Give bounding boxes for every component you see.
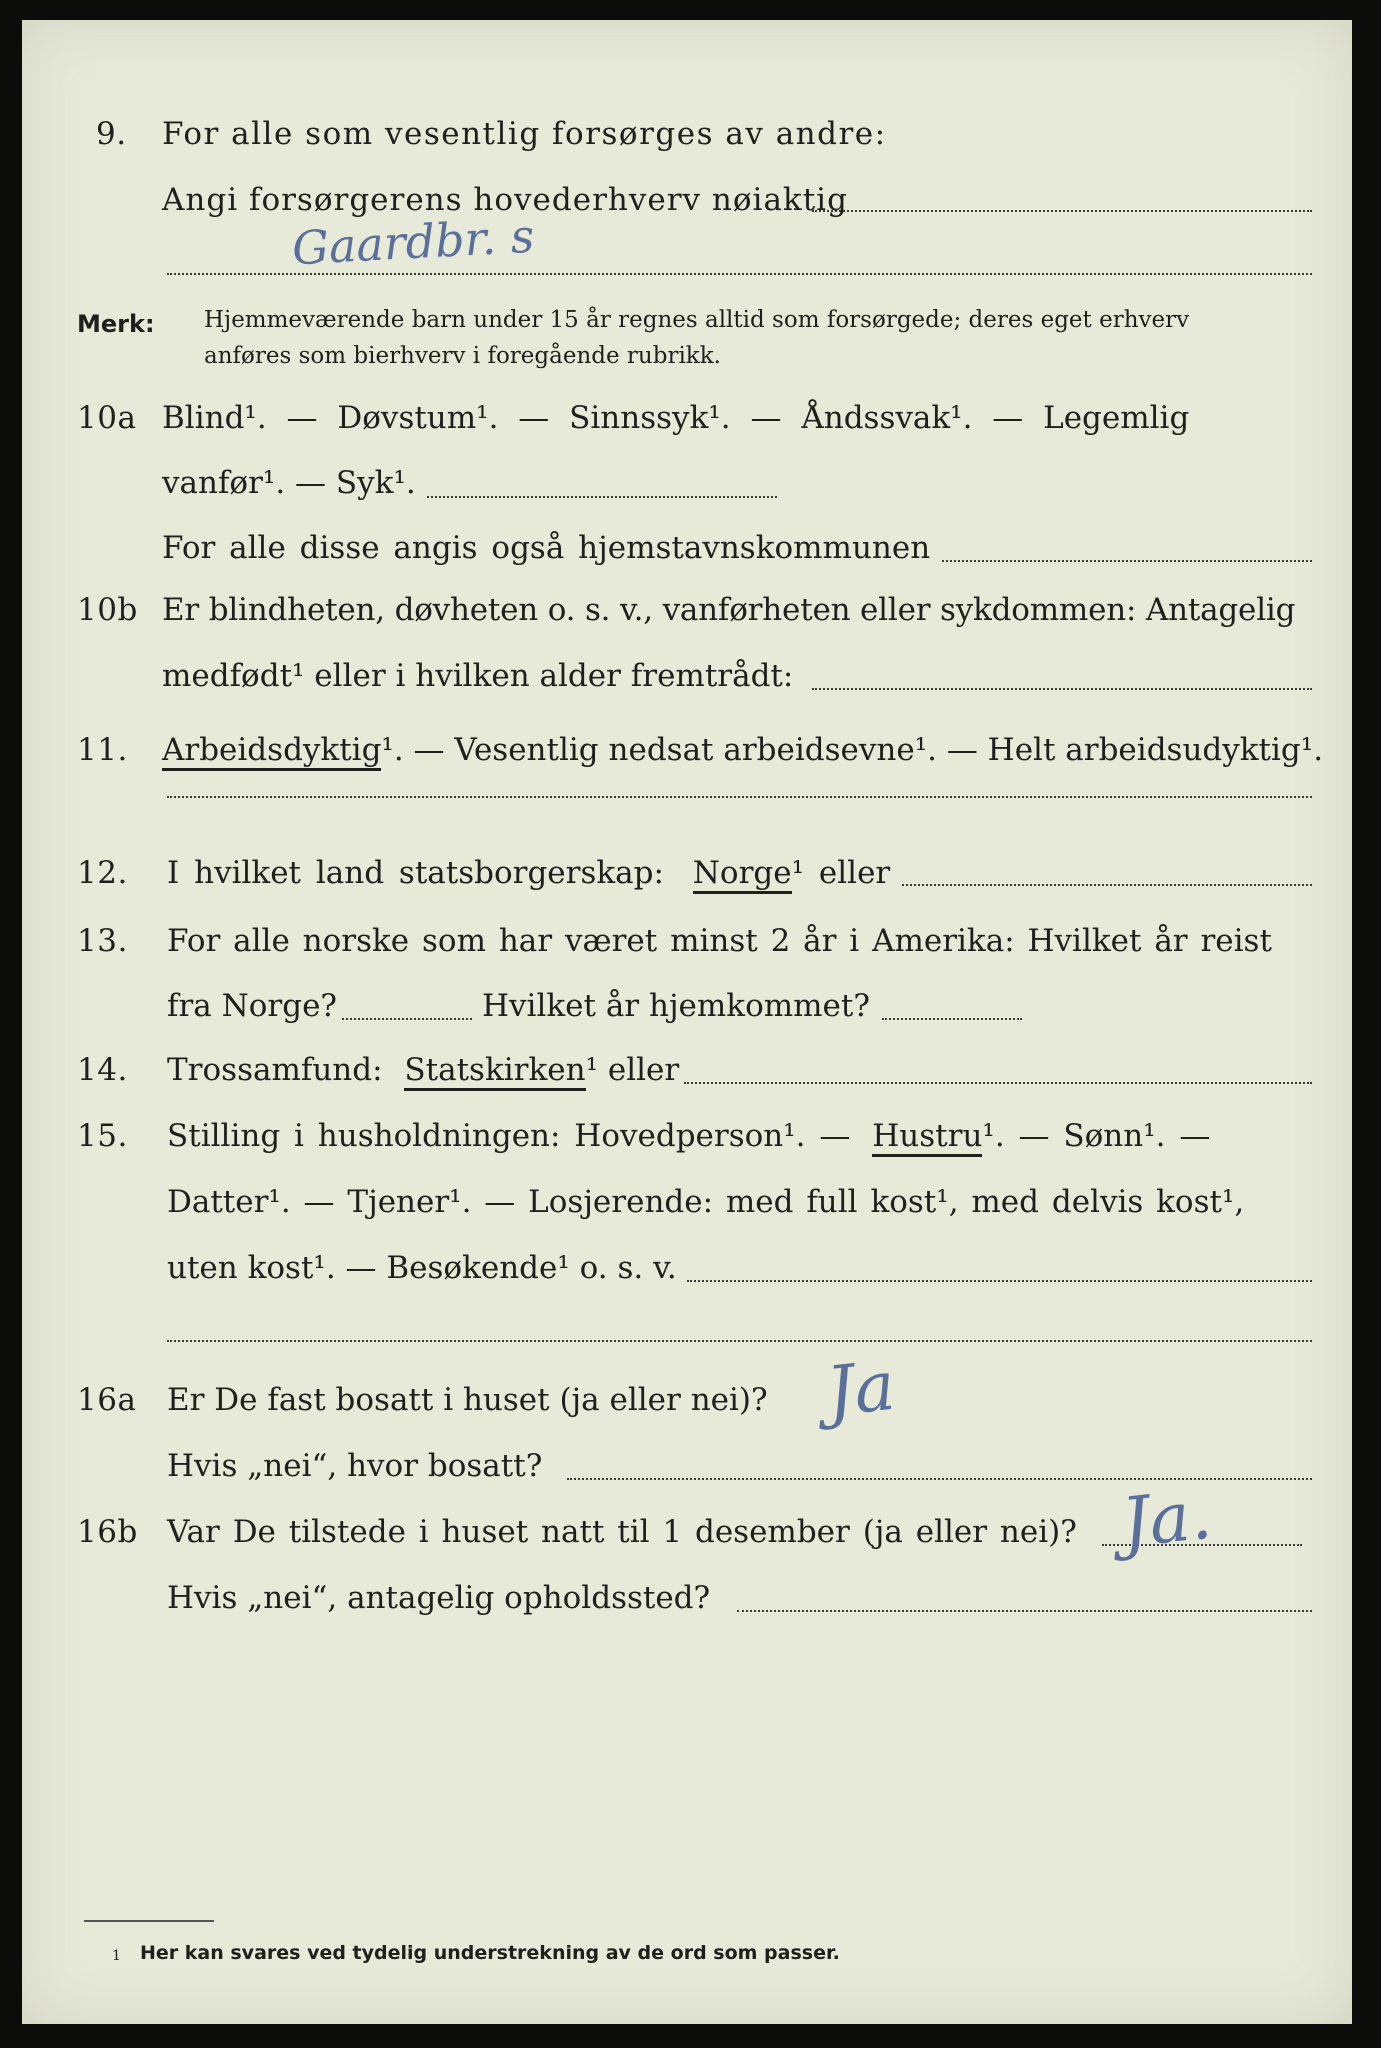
q10b-line2: medfødt¹ eller i hvilken alder fremtrådt: xyxy=(162,658,794,694)
q16a-line2: Hvis „nei“, hvor bosatt? xyxy=(167,1448,543,1484)
q11-arbeidsdyktig-underlined: Arbeidsdyktig xyxy=(162,732,381,771)
q9-line1: For alle som vesentlig forsørges av andre: xyxy=(162,116,887,152)
q15-extra-line xyxy=(167,1340,1312,1342)
q13-hjemkommet-fill-line xyxy=(882,1018,1022,1020)
merk-line1: Hjemmeværende barn under 15 år regnes alltid som forsørgede; deres eget erhverv xyxy=(204,307,1190,333)
q14-eller: ¹ eller xyxy=(585,1052,680,1088)
q13-fra-norge: fra Norge? xyxy=(167,988,338,1024)
q16b-number: 16b xyxy=(77,1514,138,1550)
q13-line1: For alle norske som har været minst 2 år i Amerika: Hvilket år reist xyxy=(167,923,1272,959)
q12-number: 12. xyxy=(77,855,128,891)
q12-question: I hvilket land statsborgerskap: xyxy=(167,855,664,891)
q10a-line1: Blind¹. — Døvstum¹. — Sinnssyk¹. — Åndssvak¹. — Legemlig xyxy=(162,400,1190,436)
merk-line2: anføres som bierhverv i foregående rubrikk. xyxy=(204,343,721,369)
q9-fill-line xyxy=(812,210,1312,212)
q10a-line2: vanfør¹. — Syk¹. xyxy=(162,465,416,501)
q16b-line1: Var De tilstede i huset natt til 1 desember (ja eller nei)? xyxy=(167,1514,1077,1550)
q10a-syk-fill-line xyxy=(427,496,777,498)
q9-line2: Angi forsørgerens hovederhverv nøiaktig xyxy=(162,182,848,218)
q12-norge-underlined: Norge xyxy=(693,855,792,894)
q16b-handwritten-answer: Ja. xyxy=(1118,1475,1216,1564)
q12-fill-line xyxy=(902,884,1312,886)
q9-answer-line xyxy=(167,273,1312,275)
q10b-line1: Er blindheten, døvheten o. s. v., vanførheten eller sykdommen: Antagelig xyxy=(162,592,1296,628)
q15-question: Stilling i husholdningen: Hovedperson¹. — xyxy=(167,1118,851,1154)
merk-label: Merk: xyxy=(77,310,155,338)
footnote-text: Her kan svares ved tydelig understrekning av de ord som passer. xyxy=(140,1942,840,1964)
q9-handwritten-answer: Gaardbr. s xyxy=(290,208,536,276)
q15-fill-line xyxy=(687,1280,1312,1282)
q13-hjemkommet: Hvilket år hjemkommet? xyxy=(482,988,870,1024)
q13-number: 13. xyxy=(77,923,128,959)
q14-fill-line xyxy=(684,1082,1312,1084)
q9-number: 9. xyxy=(96,116,127,152)
census-form-page xyxy=(22,20,1352,2024)
q15-number: 15. xyxy=(77,1118,128,1154)
q12-eller: ¹ eller xyxy=(791,855,891,891)
q13-reist-fill-line xyxy=(342,1018,472,1020)
footnote-rule xyxy=(84,1920,214,1922)
q15-hustru-underlined: Hustru xyxy=(872,1118,982,1157)
q14-statskirken-underlined: Statskirken xyxy=(404,1052,585,1091)
q15-rest: ¹. — Sønn¹. — xyxy=(982,1118,1211,1154)
q16a-number: 16a xyxy=(77,1382,137,1418)
q14-number: 14. xyxy=(77,1052,128,1088)
q14-question: Trossamfund: xyxy=(167,1052,383,1088)
q11-fill-line xyxy=(167,796,1312,798)
q10b-number: 10b xyxy=(77,592,138,628)
q15-line3: uten kost¹. — Besøkende¹ o. s. v. xyxy=(167,1250,677,1286)
q10b-fill-line xyxy=(812,688,1312,690)
q16b-opholdssted-fill-line xyxy=(737,1610,1312,1612)
footnote-mark: 1 xyxy=(112,1948,121,1964)
q16a-line1: Er De fast bosatt i huset (ja eller nei)? xyxy=(167,1382,768,1418)
q16a-handwritten-answer: Ja xyxy=(823,1346,899,1433)
q11-rest: ¹. — Vesentlig nedsat arbeidsevne¹. — Helt arbeidsudyktig¹. xyxy=(381,732,1324,768)
q10a-line3: For alle disse angis også hjemstavnskommunen xyxy=(162,530,931,566)
q11-number: 11. xyxy=(77,732,128,768)
q16b-line2: Hvis „nei“, antagelig opholdssted? xyxy=(167,1580,711,1616)
q10a-kommune-fill-line xyxy=(942,560,1312,562)
q10a-number: 10a xyxy=(77,400,137,436)
q15-line2: Datter¹. — Tjener¹. — Losjerende: med full kost¹, med delvis kost¹, xyxy=(167,1184,1245,1220)
